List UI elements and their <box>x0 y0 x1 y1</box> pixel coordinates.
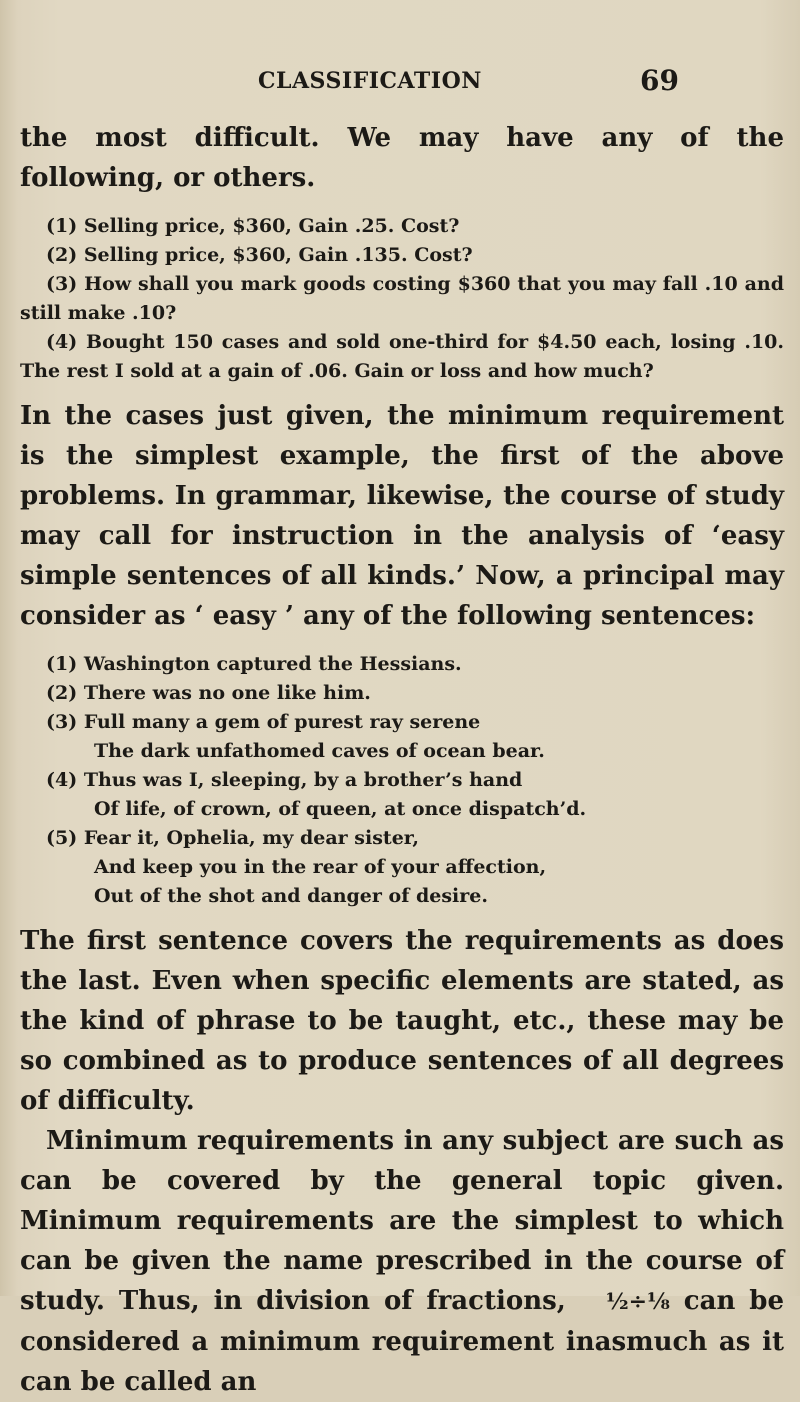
item-number: (1) <box>46 215 78 237</box>
verse-line: Thus was I, sleeping, by a brother’s hand <box>83 769 523 791</box>
verse-line: Out of the shot and danger of desire. <box>94 885 488 907</box>
verse-line: Full many a gem of purest ray serene <box>83 711 481 733</box>
list-item <box>20 766 784 824</box>
list-item <box>20 241 784 270</box>
verse-line: There was no one like him. <box>83 682 371 704</box>
verse-line: The dark unfathomed caves of ocean bear. <box>94 740 545 762</box>
paragraph-cases: In the cases just given, the minimum requirement is the simplest example, the first of the above problems. In grammar, likewise, the course of study may call for instruction in the analysis of ‘easy simple sentences of all kinds.’ Now, a principal may consider as ‘ easy ’ any of the following sentences: <box>20 401 784 631</box>
list-item <box>20 679 784 708</box>
sentence-list <box>20 650 784 911</box>
item-number: (4) <box>46 769 78 791</box>
list-item <box>20 328 784 386</box>
item-number: (2) <box>46 244 78 266</box>
verse-line: Fear it, Ophelia, my dear sister, <box>83 827 420 849</box>
item-text: Bought 150 cases and sold one-third for $4.50 each, losing .10. The rest I sold at a gain of .06. Gain or loss and how much? <box>20 331 784 382</box>
item-number: (5) <box>46 827 78 849</box>
list-item <box>20 650 784 679</box>
page-body <box>20 118 784 1402</box>
item-text: Selling price, $360, Gain .25. Cost? <box>83 215 460 237</box>
item-text: How shall you mark goods costing $360 that you may fall .10 and still make .10? <box>20 273 784 324</box>
paragraph-text: can be considered a minimum requirement inasmuch as it can be called an <box>20 1286 785 1397</box>
list-item <box>20 270 784 328</box>
page-header <box>0 62 800 102</box>
item-number: (3) <box>46 711 78 733</box>
running-head: CLASSIFICATION <box>258 68 482 94</box>
verse-line: Of life, of crown, of queen, at once dispatch’d. <box>94 798 587 820</box>
item-number: (1) <box>46 653 78 675</box>
problem-list <box>20 212 784 386</box>
paragraph-text: Minimum requirements in any subject are such as can be covered by the general topic given. Minimum requirements are the simplest to which can be given the name prescribed in the course of study. Thus, in division of fractions, <box>20 1126 784 1316</box>
paragraph-minimum-requirements <box>20 1121 784 1402</box>
list-item <box>20 824 784 911</box>
item-number: (4) <box>46 331 78 353</box>
item-number: (2) <box>46 682 78 704</box>
verse-line: And keep you in the rear of your affection, <box>94 856 547 878</box>
list-item <box>20 708 784 766</box>
page-number: 69 <box>640 64 679 97</box>
intro-paragraph: the most difficult. We may have any of the following, or others. <box>20 123 784 193</box>
fraction-expression: ½÷⅛ <box>605 1289 670 1315</box>
verse-line: Washington captured the Hessians. <box>83 653 462 675</box>
list-item <box>20 212 784 241</box>
item-number: (3) <box>46 273 78 295</box>
paragraph-first-sentence: The first sentence covers the requirements as does the last. Even when specific elements are stated, as the kind of phrase to be taught, etc., these may be so combined as to produce sentences of all degrees of difficulty. <box>20 926 784 1116</box>
item-text: Selling price, $360, Gain .135. Cost? <box>83 244 473 266</box>
